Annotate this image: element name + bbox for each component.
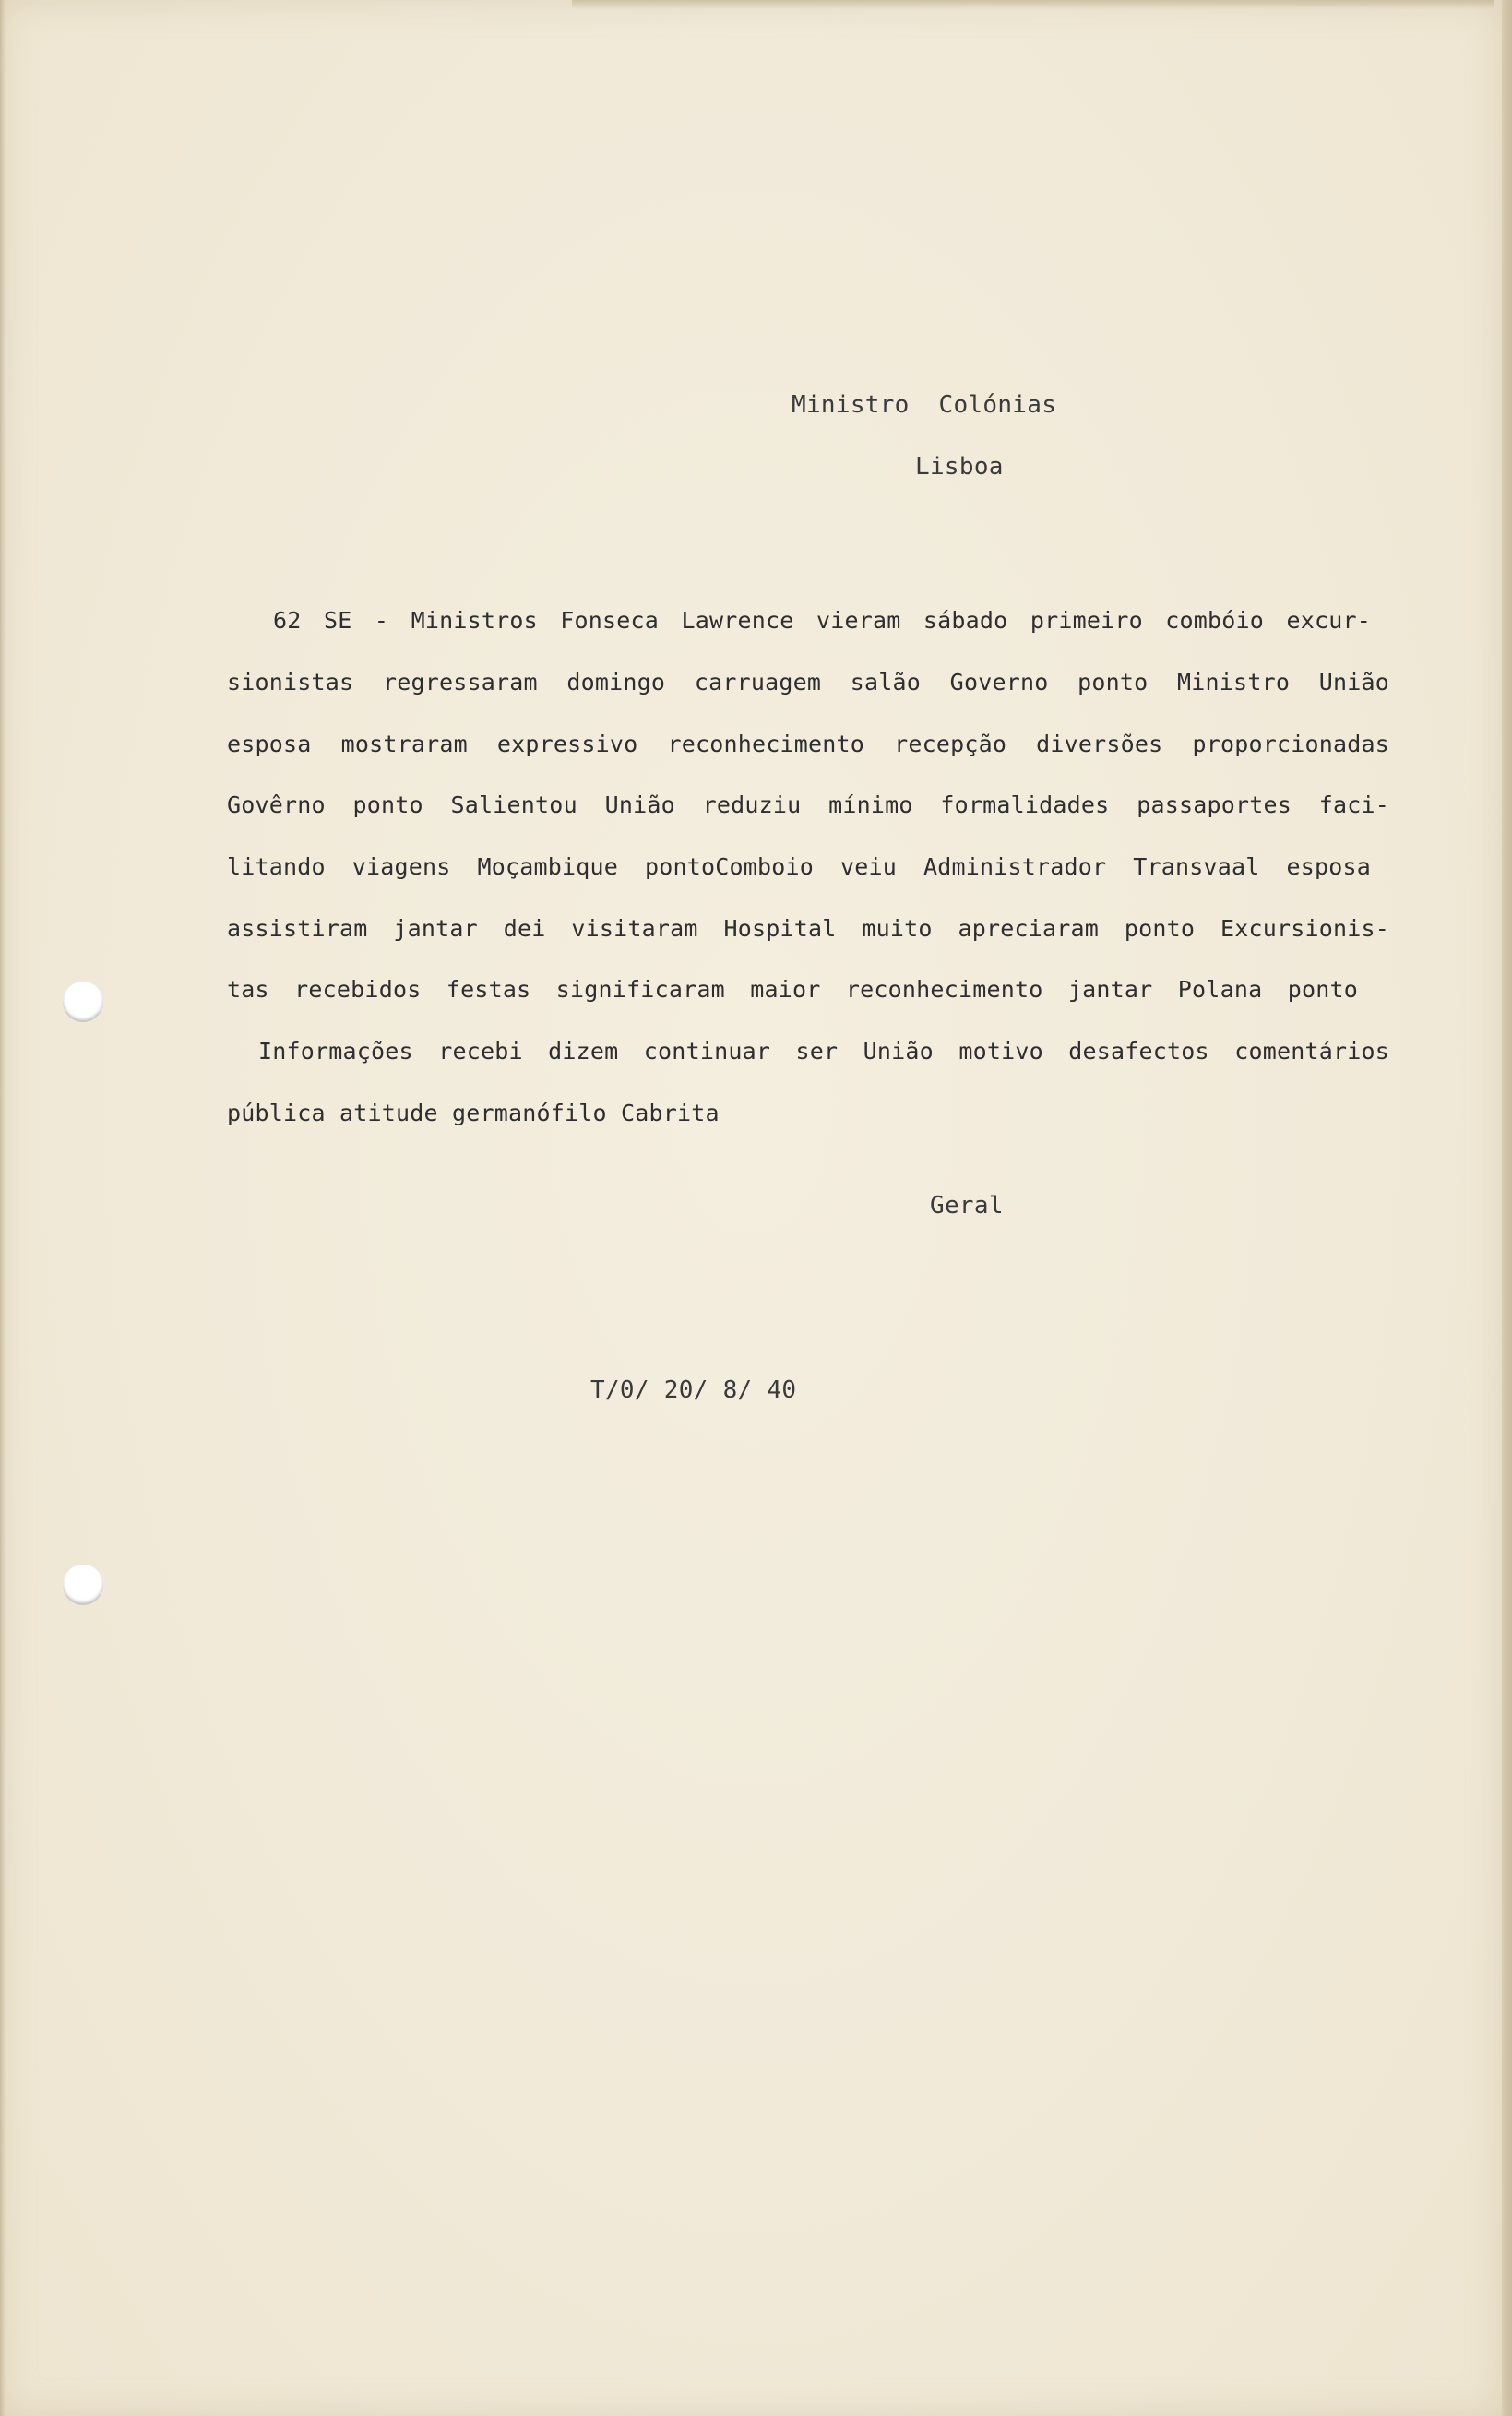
body-line-9: pública atitude germanófilo Cabrita (227, 1100, 720, 1126)
addressee: Ministro Colónias (792, 391, 1057, 419)
body-line-2: sionistas regressaram domingo carruagem salão Governo ponto Ministro União (227, 669, 1389, 696)
body-line-1: 62 SE - Ministros Fonseca Lawrence vieram sábado primeiro combóio excur- (273, 607, 1371, 634)
page-edge (1502, 0, 1512, 2416)
city: Lisboa (915, 453, 1004, 481)
body-line-4: Govêrno ponto Salientou União reduziu mínimo formalidades passaportes faci- (227, 791, 1389, 818)
paper-stain-top (572, 0, 1494, 9)
punch-hole-lower (63, 1565, 103, 1605)
paper-stain-left (0, 0, 6, 2416)
body-line-3: esposa mostraram expressivo reconhecimento recepção diversões proporcionadas (227, 731, 1389, 757)
body-line-5: litando viagens Moçambique pontoComboio veiu Administrador Transvaal esposa (227, 853, 1371, 880)
signature: Geral (930, 1192, 1004, 1220)
reference-number: T/0/ 20/ 8/ 40 (590, 1376, 797, 1404)
body-line-7: tas recebidos festas significaram maior reconhecimento jantar Polana ponto (227, 976, 1358, 1003)
punch-hole-upper (63, 982, 103, 1022)
body-line-8: Informações recebi dizem continuar ser União motivo desafectos comentários (258, 1038, 1389, 1065)
body-line-6: assistiram jantar dei visitaram Hospital muito apreciaram ponto Excursionis- (227, 915, 1389, 942)
